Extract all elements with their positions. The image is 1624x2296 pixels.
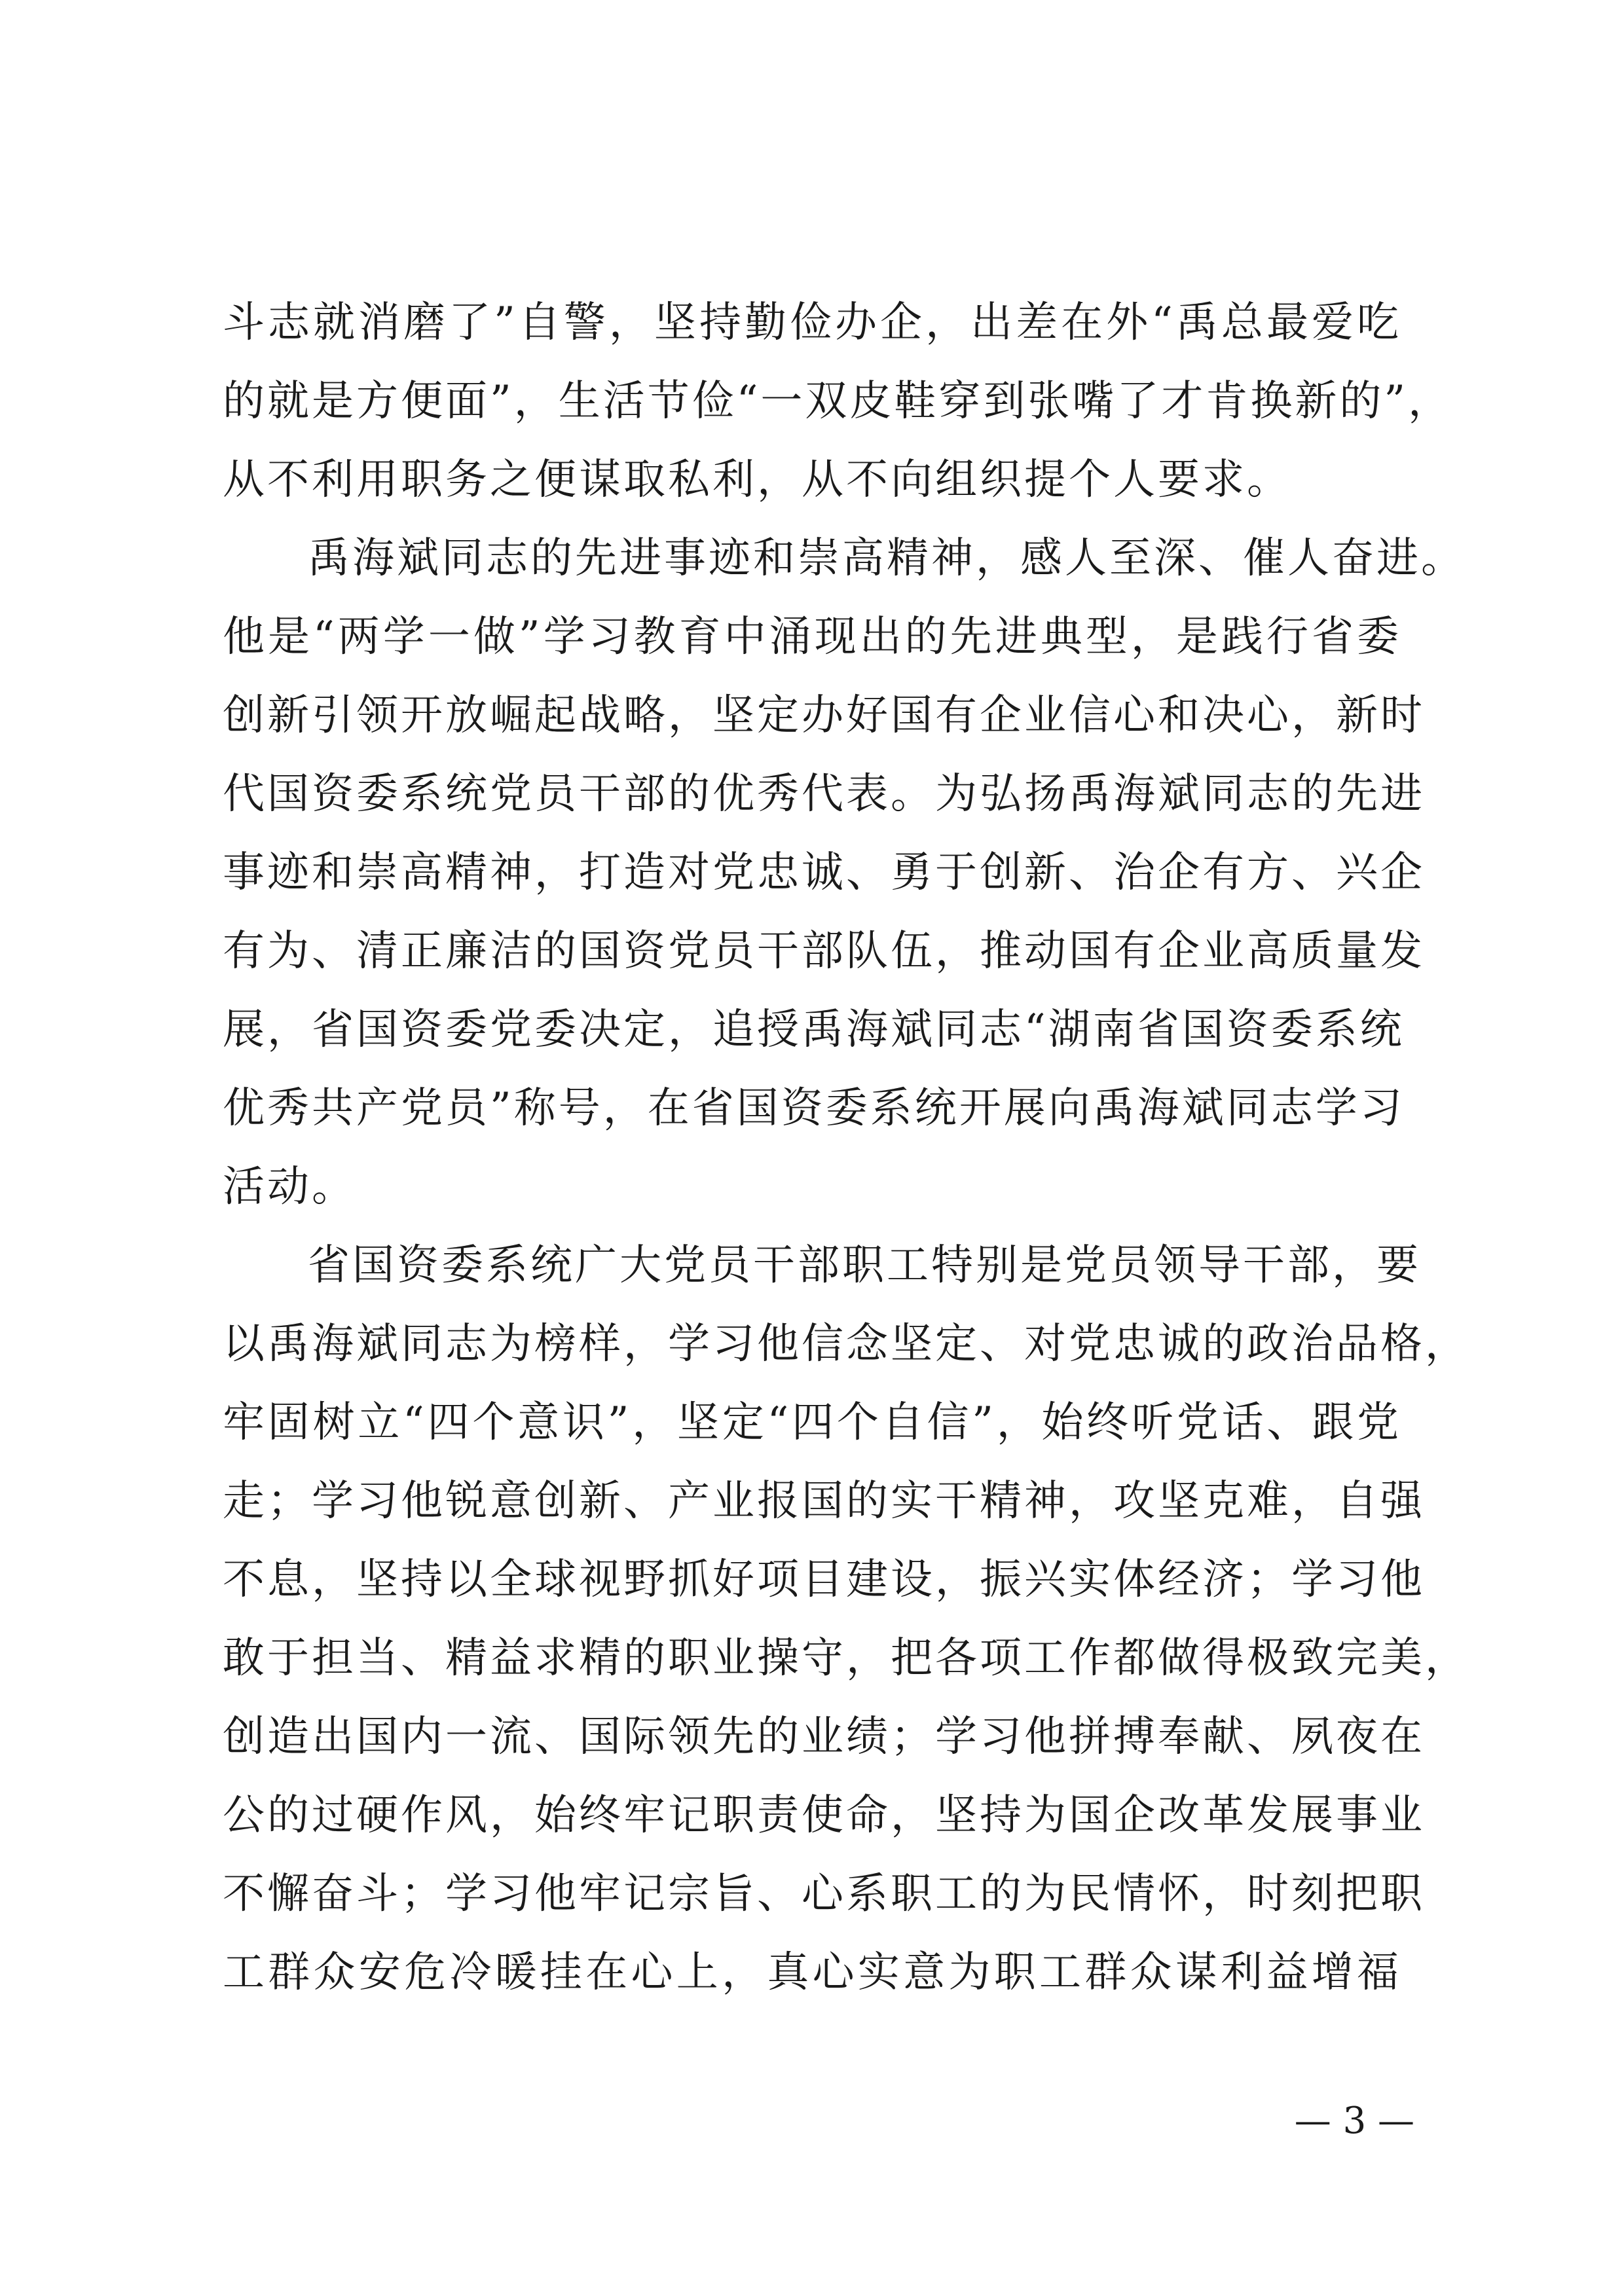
text-line: 以禹海斌同志为榜样，学习他信念坚定、对党忠诚的政治品格， bbox=[223, 1320, 1469, 1368]
page-number: — 3 — bbox=[1294, 2100, 1414, 2142]
text-line: 他是“两学一做”学习教育中涌现出的先进典型，是践行省委 bbox=[223, 613, 1401, 661]
text-line: 省国资委系统广大党员干部职工特别是党员领导干部，要 bbox=[308, 1241, 1421, 1290]
text-line: 有为、清正廉洁的国资党员干部队伍，推动国有企业高质量发 bbox=[223, 927, 1425, 975]
text-line: 斗志就消磨了”自警，坚持勤俭办企，出差在外“禹总最爱吃 bbox=[223, 299, 1401, 347]
text-line: 的就是方便面”，生活节俭“一双皮鞋穿到张嘴了才肯换新的”， bbox=[223, 377, 1453, 426]
text-line: 不息，坚持以全球视野抓好项目建设，振兴实体经济；学习他 bbox=[223, 1556, 1425, 1604]
text-line: 禹海斌同志的先进事迹和崇高精神，感人至深、催人奋进。 bbox=[308, 534, 1466, 583]
text-line: 从不利用职务之便谋取私利，从不向组织提个人要求。 bbox=[223, 456, 1291, 504]
text-line: 敢于担当、精益求精的职业操守，把各项工作都做得极致完美， bbox=[223, 1634, 1469, 1683]
text-line: 创造出国内一流、国际领先的业绩；学习他拼搏奉献、夙夜在 bbox=[223, 1713, 1425, 1761]
text-line: 优秀共产党员”称号，在省国资委系统开展向禹海斌同志学习 bbox=[223, 1084, 1405, 1133]
text-line: 展，省国资委党委决定，追授禹海斌同志“湖南省国资委系统 bbox=[223, 1006, 1405, 1054]
text-line: 代国资委系统党员干部的优秀代表。为弘扬禹海斌同志的先进 bbox=[223, 770, 1425, 818]
text-line: 牢固树立“四个意识”，坚定“四个自信”，始终听党话、跟党 bbox=[223, 1398, 1401, 1447]
text-line: 事迹和崇高精神，打造对党忠诚、勇于创新、治企有方、兴企 bbox=[223, 848, 1425, 897]
text-line: 走；学习他锐意创新、产业报国的实干精神，攻坚克难，自强 bbox=[223, 1477, 1425, 1525]
text-line: 公的过硬作风，始终牢记职责使命，坚持为国企改革发展事业 bbox=[223, 1791, 1425, 1840]
text-line: 创新引领开放崛起战略，坚定办好国有企业信心和决心，新时 bbox=[223, 691, 1425, 740]
text-line: 活动。 bbox=[223, 1163, 356, 1211]
text-line: 不懈奋斗；学习他牢记宗旨、心系职工的为民情怀，时刻把职 bbox=[223, 1870, 1425, 1918]
text-line: 工群众安危冷暖挂在心上，真心实意为职工群众谋利益增福 bbox=[223, 1948, 1401, 1997]
